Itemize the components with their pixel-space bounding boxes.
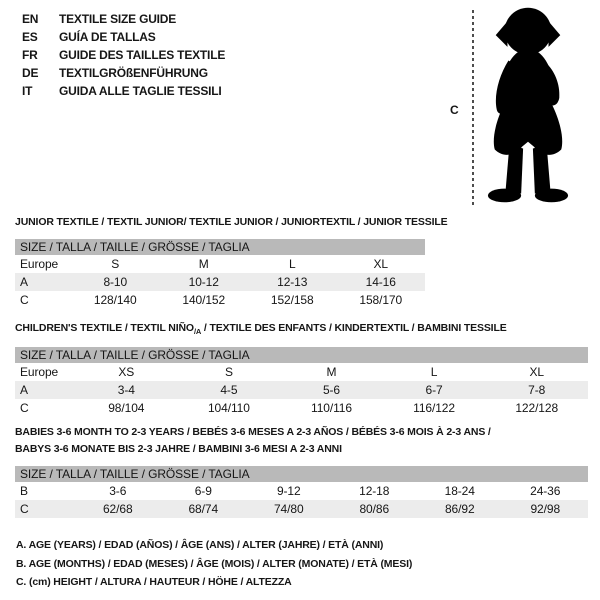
cell: 116/122 — [413, 401, 455, 415]
title-part: / TEXTILE DES ENFANTS / KINDERTEXTIL / BAMBINI TESSILE — [201, 322, 507, 334]
cell: 6-9 — [194, 484, 212, 498]
row-label: C — [15, 500, 75, 518]
cell: L — [288, 257, 296, 271]
cell: 92/98 — [503, 500, 589, 518]
height-dashed-line — [472, 10, 474, 205]
babies-title-line1: BABIES 3-6 MONTH TO 2-3 YEARS / BEBÉS 3-6 MESES A 2-3 AÑOS / BÉBÉS 3-6 MOIS À 2-3 ANS / — [15, 426, 491, 438]
lang-title: GUIDE DES TAILLES TEXTILE — [59, 48, 226, 62]
babies-size-table — [15, 466, 588, 518]
table-row — [15, 255, 425, 273]
cell: 80/86 — [332, 500, 418, 518]
row-label: A — [15, 273, 71, 291]
table-row — [15, 291, 425, 309]
lang-title: GUÍA DE TALLAS — [59, 30, 156, 44]
title-part: CHILDREN'S TEXTILE / TEXTIL NIÑO — [15, 322, 194, 334]
table-row — [15, 273, 425, 291]
cell: 74/80 — [246, 500, 332, 518]
babies-title-line2: BABYS 3-6 MONATE BIS 2-3 JAHRE / BAMBINI 3-6 MESI A 2-3 ANNI — [15, 443, 342, 455]
lang-row-es — [22, 28, 225, 46]
lang-row-it — [22, 82, 225, 100]
cell: 14-16 — [337, 273, 426, 291]
lang-row-fr — [22, 46, 225, 64]
cell: S — [111, 257, 120, 271]
lang-row-en — [22, 10, 225, 28]
cell: 9-12 — [276, 484, 301, 498]
cell: 7-8 — [485, 381, 588, 399]
row-label: C — [20, 401, 29, 415]
lang-code: ES — [22, 30, 38, 44]
cell: 158/170 — [359, 293, 403, 307]
lang-code: DE — [22, 66, 39, 80]
babies-table-title — [15, 424, 491, 458]
cell: 98/104 — [108, 401, 145, 415]
row-label: B — [20, 484, 28, 498]
table-row — [15, 381, 588, 399]
lang-row-de — [22, 64, 225, 82]
table-row — [15, 363, 588, 381]
cell: 104/110 — [207, 401, 250, 415]
row-label: C — [20, 293, 29, 307]
cell: 24-36 — [530, 484, 561, 498]
cell: XL — [529, 365, 544, 379]
junior-size-table — [15, 239, 425, 309]
cell: 122/128 — [515, 401, 559, 415]
cell: 128/140 — [93, 293, 137, 307]
cell: XL — [373, 257, 388, 271]
row-label: Europe — [20, 365, 59, 379]
height-measure-label: C — [450, 103, 459, 117]
cell: M — [326, 365, 337, 379]
cell: 152/158 — [270, 293, 314, 307]
cell: 3-4 — [75, 381, 178, 399]
cell: 12-13 — [248, 273, 337, 291]
cell: 18-24 — [444, 484, 475, 498]
row-label: Europe — [20, 257, 59, 271]
baby-silhouette-icon — [484, 5, 572, 207]
junior-table-title: JUNIOR TEXTILE / TEXTIL JUNIOR/ TEXTILE JUNIOR / JUNIORTEXTIL / JUNIOR TESSILE — [15, 216, 448, 228]
children-size-table — [15, 347, 588, 417]
lang-code: EN — [22, 12, 39, 26]
size-header: SIZE / TALLA / TAILLE / GRÖSSE / TAGLIA — [15, 347, 588, 363]
lang-title: TEXTILGRÖßENFÜHRUNG — [59, 66, 208, 80]
cell: 3-6 — [109, 484, 127, 498]
note-height-cm: C. (cm) HEIGHT / ALTURA / HAUTEUR / HÖHE / ALTEZZA — [16, 576, 292, 588]
language-title-list — [22, 10, 225, 100]
size-header: SIZE / TALLA / TAILLE / GRÖSSE / TAGLIA — [15, 466, 588, 482]
legend-notes — [16, 536, 412, 592]
row-label: A — [15, 381, 75, 399]
lang-title: TEXTILE SIZE GUIDE — [59, 12, 177, 26]
children-table-title — [15, 320, 507, 340]
cell: 140/152 — [182, 293, 226, 307]
cell: L — [430, 365, 438, 379]
note-age-months: B. AGE (MONTHS) / EDAD (MESES) / ÂGE (MOIS) / ALTER (MONATE) / ETÀ (MESI) — [16, 557, 413, 570]
cell: 62/68 — [75, 500, 161, 518]
cell: 8-10 — [71, 273, 160, 291]
lang-code: FR — [22, 48, 38, 62]
table-row — [15, 482, 588, 500]
cell: 6-7 — [383, 381, 486, 399]
note-age-years: A. AGE (YEARS) / EDAD (AÑOS) / ÂGE (ANS) / ALTER (JAHRE) / ETÀ (ANNI) — [16, 539, 384, 551]
cell: 86/92 — [417, 500, 503, 518]
cell: XS — [118, 365, 135, 379]
cell: 12-18 — [359, 484, 390, 498]
cell: 4-5 — [178, 381, 281, 399]
cell: M — [198, 257, 209, 271]
cell: 10-12 — [160, 273, 249, 291]
cell: 68/74 — [161, 500, 247, 518]
table-row — [15, 500, 588, 518]
cell: 5-6 — [280, 381, 383, 399]
cell: S — [224, 365, 233, 379]
title-subscript: /A — [193, 327, 202, 337]
cell: 110/116 — [311, 401, 352, 415]
lang-title: GUIDA ALLE TAGLIE TESSILI — [59, 84, 222, 98]
lang-code: IT — [22, 84, 33, 98]
table-row — [15, 399, 588, 417]
size-header: SIZE / TALLA / TAILLE / GRÖSSE / TAGLIA — [15, 239, 425, 255]
